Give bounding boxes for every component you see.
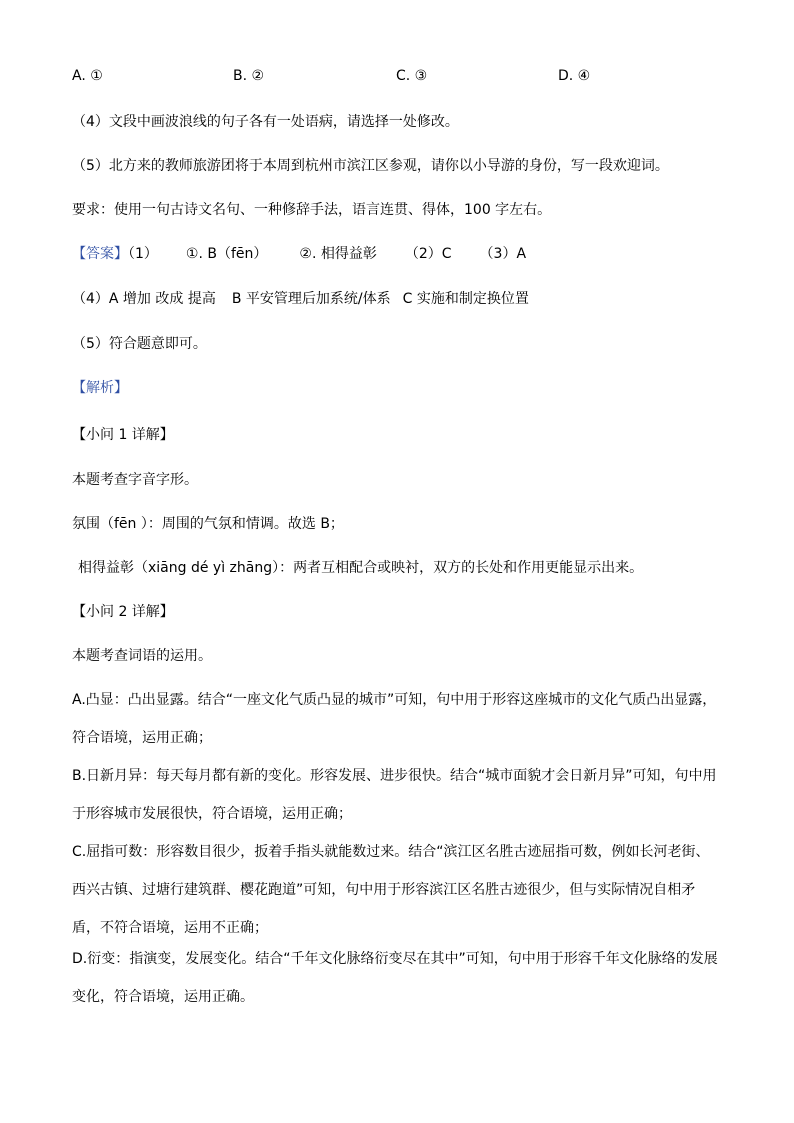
sub-question-2-intro: 本题考查词语的运用。: [72, 648, 212, 664]
sub-question-1-line-2: 相得益彰（xiāng dé yì zhāng）：两者互相配合或映衬，双方的长处和作用更能显示出来。: [78, 560, 644, 576]
answer-part-1a: ①. B（fēn）: [185, 246, 268, 262]
requirement: 要求：使用一句古诗文名句、一种修辞手法，语言连贯、得体，100 字左右。: [72, 202, 552, 218]
answer-line-1: [72, 244, 732, 264]
sub-question-1-line-1: 氛围（fēn ）：周围的气氛和情调。故选 B；: [72, 516, 344, 532]
answer-part-4c: C 实施和制定换位置: [402, 291, 529, 307]
answer-line-3: （5）符合题意即可。: [72, 336, 207, 352]
sub-question-2-option-c: C.屈指可数：形容数目很少，扳着手指头就能数过来。结合“滨江区名胜古迹屈指可数，例如长河老街、西兴古镇、过塘行建筑群、樱花跑道”可知，句中用于形容滨江区名胜古迹很少，但与实际情况自相矛盾，不符合语境，运用不正确；: [72, 844, 710, 936]
sub-question-2-title: 【小问 2 详解】: [72, 604, 174, 620]
sub-question-2-option-d: D.衍变：指演变，发展变化。结合“千年文化脉络衍变尽在其中”可知，句中用于形容千年文化脉络的发展变化，符合语境，运用正确。: [72, 951, 718, 1005]
answer-part-4b: B 平安管理后加系统/体系: [231, 291, 391, 307]
answer-part-4a: （4）A 增加 改成 提高: [72, 291, 216, 307]
sub-question-1-intro: 本题考查字音字形。: [72, 472, 198, 488]
question-5: （5）北方来的教师旅游团将于本周到杭州市滨江区参观，请你以小导游的身份，写一段欢迎词。: [72, 158, 669, 174]
answer-part-1: （1）: [128, 246, 158, 262]
sub-question-1-title: 【小问 1 详解】: [72, 427, 174, 443]
answer-part-1b: ②. 相得益彰: [299, 246, 377, 262]
answer-part-2: （2）C: [404, 246, 452, 262]
sub-question-2-option-a: A.凸显：凸出显露。结合“一座文化气质凸显的城市”可知，句中用于形容这座城市的文化气质凸出显露，符合语境，运用正确；: [72, 692, 717, 746]
option-a: A. ①: [72, 68, 103, 84]
option-c: C. ③: [396, 68, 428, 84]
option-b: B. ②: [233, 68, 265, 84]
answer-part-3: （3）A: [479, 246, 527, 262]
question-4: （4）文段中画波浪线的句子各有一处语病，请选择一处修改。: [72, 114, 459, 130]
analysis-tag: 【解析】: [72, 380, 128, 396]
answer-line-2: [72, 289, 732, 309]
sub-question-2-option-b: B.日新月异：每天每月都有新的变化。形容发展、进步很快。结合“城市面貌才会日新月异”可知，句中用于形容城市发展很快，符合语境，运用正确；: [72, 768, 717, 822]
option-d: D. ④: [558, 68, 591, 84]
answer-tag: 【答案】: [72, 246, 128, 262]
